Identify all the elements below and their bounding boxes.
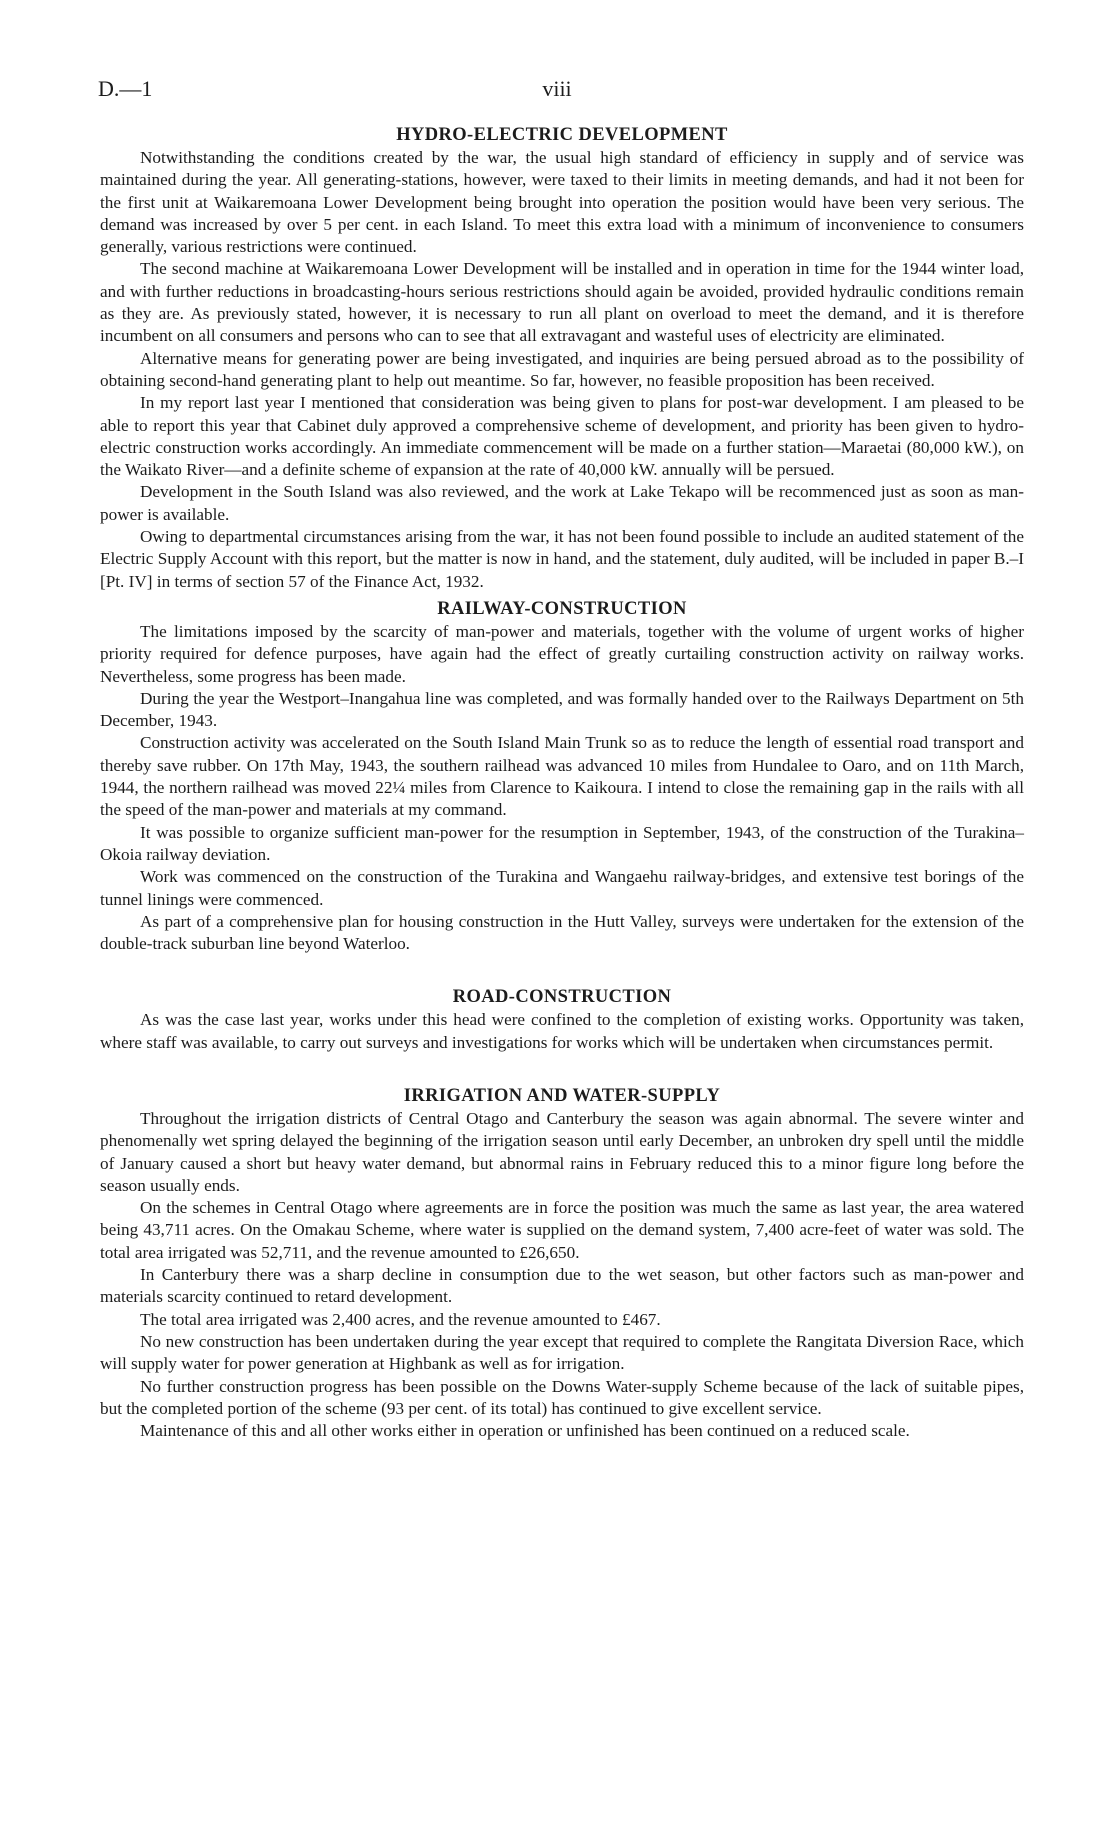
paragraph: Maintenance of this and all other works either in operation or unfinished has been continued on a reduced scale. — [140, 1421, 910, 1441]
paragraph: Throughout the irrigation districts of Central Otago and Canterbury the season was again abnormal. The severe winter and phenomenally wet spring delayed the beginning of the irrigation season until early December, an unbroken dry spell until the middle of January caused a short but heavy water demand, but abnormal rains in February reduced this to a minor figure long before the season usually ends. — [100, 1108, 1024, 1195]
paragraph: As part of a comprehensive plan for housing construction in the Hutt Valley, surveys were undertaken for the extension of the double-track suburban line beyond Waterloo. — [100, 911, 1024, 954]
paragraph: The second machine at Waikaremoana Lower Development will be installed and in operation in time for the 1944 winter load, and with further reductions in broadcasting-hours serious restrictions should again be avoided, provided hydraulic conditions remain as they are. As previously stated, however, it is necessary to run all plant on overload to meet the demand, and it is therefore incumbent on all consumers and persons who can to see that all extravagant and wasteful uses of electricity are eliminated. — [100, 259, 1024, 346]
paragraph: Owing to departmental circumstances arising from the war, it has not been found possible to include an audited statement of the Electric Supply Account with this report, but the matter is now in hand, and the statement, duly audited, will be included in paper B.–I [Pt. IV] in terms of section 57 of the Finance Act, 1932. — [100, 527, 1024, 591]
paragraph: No further construction progress has been possible on the Downs Water-supply Scheme because of the lack of suitable pipes, but the completed portion of the scheme (93 per cent. of its total) has continued to give excellent service. — [100, 1376, 1024, 1418]
paragraph: In Canterbury there was a sharp decline in consumption due to the wet season, but other factors such as man-power and materials scarcity continued to retard development. — [100, 1265, 1024, 1307]
section-title: HYDRO-ELECTRIC DEVELOPMENT — [396, 125, 728, 145]
paragraph: On the schemes in Central Otago where agreements are in force the position was much the same as last year, the area watered being 43,711 acres. On the Omakau Scheme, where water is supplied on the demand system, 7,400 acre-feet of water was sold. The total area irrigated was 52,711, and the revenue amounted to £26,650. — [100, 1198, 1024, 1262]
page-body — [100, 123, 1024, 1442]
section-title: IRRIGATION AND WATER-SUPPLY — [403, 1085, 721, 1106]
section-title: ROAD-CONSTRUCTION — [452, 987, 672, 1008]
document-code: D.—1 — [98, 76, 153, 101]
section-road-construction — [100, 985, 1024, 1054]
section-railway-construction — [100, 597, 1024, 955]
paragraph: The limitations imposed by the scarcity of man-power and materials, together with the volume of urgent works of higher priority required for defence purposes, have again had the effect of greatly curtailing construction activity on railway works. Nevertheless, some progress has been made. — [100, 621, 1024, 686]
paragraph: In my report last year I mentioned that consideration was being given to plans for post-war development. I am pleased to be able to report this year that Cabinet duly approved a comprehensive scheme of development, and priority has been given to hydro-electric construction works accordingly. An immediate commencement will be made on a further station—Maraetai (80,000 kW.), on the Waikato River—and a definite scheme of expansion at the rate of 40,000 kW. annually will be persued. — [100, 393, 1024, 480]
paragraph: No new construction has been undertaken during the year except that required to complete the Rangitata Diversion Race, which will supply water for power generation at Highbank as well as for irrigation. — [100, 1331, 1024, 1374]
paragraph: Notwithstanding the conditions created by the war, the usual high standard of efficiency in supply and of service was maintained during the year. All generating-stations, however, were taxed to their limits in meeting demands, and had it not been for the first unit at Waikaremoana Lower Development being brought into operation the position would have been very serious. The demand was increased by over 5 per cent. in each Island. To meet this extra load with a minimum of inconvenience to consumers generally, various restrictions were continued. — [100, 148, 1024, 257]
paragraph: It was possible to organize sufficient man-power for the resumption in September, 1943, of the construction of the Turakina–Okoia railway deviation. — [100, 822, 1024, 864]
section-title: RAILWAY-CONSTRUCTION — [437, 598, 687, 619]
paragraph: Work was commenced on the construction of the Turakina and Wangaehu railway-bridges, and extensive test borings of the tunnel linings were commenced. — [100, 867, 1024, 909]
section-irrigation-water-supply — [100, 1084, 1024, 1442]
section-hydro-electric — [100, 123, 1024, 593]
paragraph: The total area irrigated was 2,400 acres, and the revenue amounted to £467. — [140, 1309, 661, 1329]
paragraph: Alternative means for generating power are being investigated, and inquiries are being persued abroad as to the possibility of obtaining second-hand generating plant to help out meantime. So far, however, no feasible proposition has been received. — [100, 348, 1024, 390]
paragraph: Development in the South Island was also reviewed, and the work at Lake Tekapo will be recommenced just as soon as man-power is available. — [100, 482, 1024, 524]
paragraph: As was the case last year, works under this head were confined to the completion of existing works. Opportunity was taken, where staff was available, to carry out surveys and investigations for works which will be undertaken when circumstances permit. — [100, 1010, 1024, 1052]
paragraph: Construction activity was accelerated on the South Island Main Trunk so as to reduce the length of essential road transport and thereby save rubber. On 17th May, 1943, the southern railhead was advanced 10 miles from Hundalee to Oaro, and on 11th March, 1944, the northern railhead was moved 22¼ miles from Clarence to Kaikoura. I intend to close the remaining gap in the rails with all the speed of the man-power and materials at my command. — [100, 733, 1024, 820]
page-number: viii — [542, 76, 572, 101]
paragraph: During the year the Westport–Inangahua line was completed, and was formally handed over to the Railways Department on 5th December, 1943. — [100, 688, 1024, 731]
